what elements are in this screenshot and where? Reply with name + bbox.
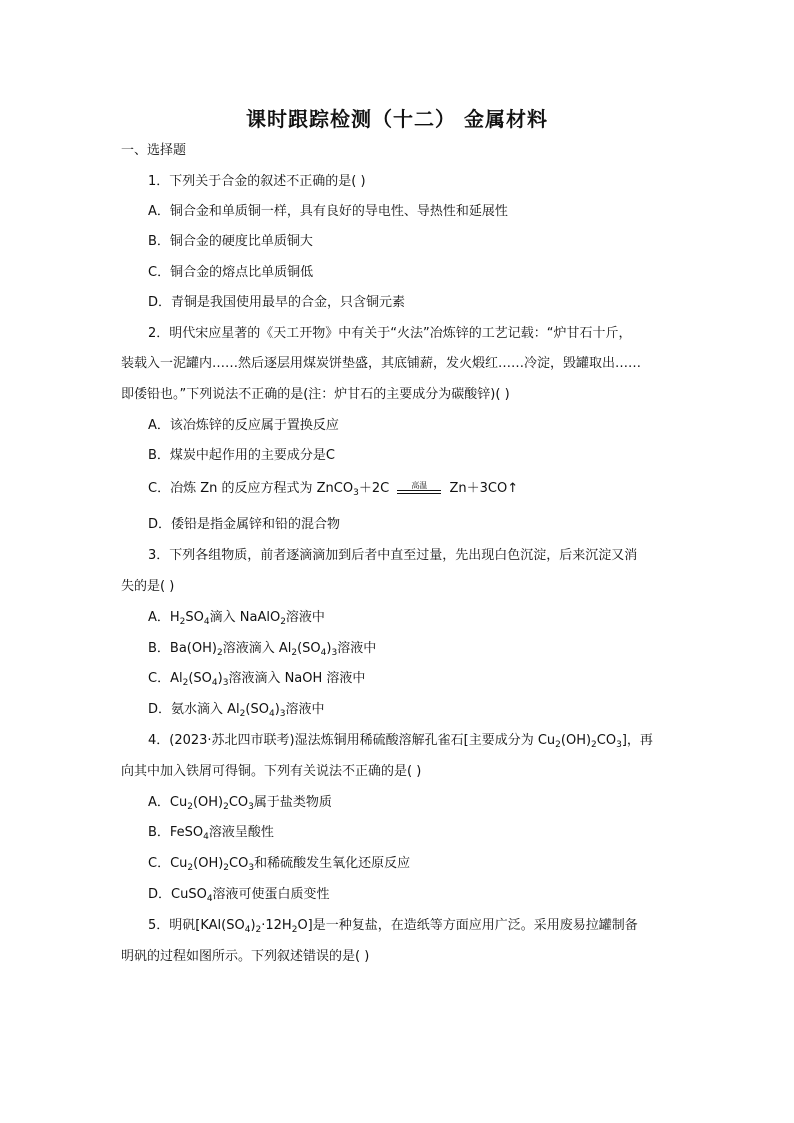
question-4-option-b: B．FeSO$_4$溶液呈酸性 [148,825,274,842]
question-2-option-b: B．煤炭中起作用的主要成分是C [148,448,335,463]
reaction-condition-arrow [397,482,441,496]
question-5-stem-line-1: 5．明矾$[KAl(SO_4)_2\cdot 12H_2O]$是一种复盐，在造纸等方面应用广泛。采用废易拉罐制备 [148,918,638,935]
question-2-option-c: C．冶炼 Zn 的反应方程式为 ZnCO$_3$＋2C 高温 Zn＋3CO↑ [148,480,518,498]
question-3-option-d: D．氨水滴入 $Al_2(SO_4)_3$溶液中 [148,702,325,719]
question-3-option-a: A．$H_2SO_4$滴入 NaAlO$_2$溶液中 [148,610,325,627]
question-2-option-a: A．该冶炼锌的反应属于置换反应 [148,418,339,433]
question-4-stem-line-1: 4．(2023·苏北四市联考)湿法炼铜用稀硫酸溶解孔雀石[主要成分为 $Cu_2(OH)_2CO_3$]，再 [148,733,653,750]
question-2-stem-line-1: 2．明代宋应星著的《天工开物》中有关于“火法”冶炼锌的工艺记载：“炉甘石十斤， [148,326,632,341]
question-4-option-d: D．CuSO$_4$溶液可使蛋白质变性 [148,887,330,904]
question-3-option-b: B．$Ba(OH)_2$溶液滴入 $Al_2(SO_4)_3$溶液中 [148,641,377,658]
question-2-option-d: D．倭铅是指金属锌和铅的混合物 [148,517,341,532]
question-2-stem-line-3: 即倭铅也。”下列说法不正确的是(注：炉甘石的主要成分为碳酸锌)( ) [121,387,510,402]
question-1-stem: 1．下列关于合金的叙述不正确的是( ) [148,174,366,189]
question-2-stem-line-2: 装载入一泥罐内……然后逐层用煤炭饼垫盛，其底铺薪，发火煅红……冷淀，毁罐取出…… [121,356,642,371]
question-3-option-c: C．$Al_2(SO_4)_3$溶液滴入 NaOH 溶液中 [148,671,366,688]
question-1-option-c: C．铜合金的熔点比单质铜低 [148,265,314,280]
question-1-option-b: B．铜合金的硬度比单质铜大 [148,234,313,249]
question-3-stem-line-1: 3．下列各组物质，前者逐滴滴加到后者中直至过量，先出现白色沉淀，后来沉淀又消 [148,548,638,563]
question-4-option-a: A．$Cu_2(OH)_2CO_3$属于盐类物质 [148,795,332,812]
question-1-option-d: D．青铜是我国使用最早的合金，只含铜元素 [148,295,406,310]
question-1-option-a: A．铜合金和单质铜一样，具有良好的导电性、导热性和延展性 [148,204,508,219]
section-heading: 一、选择题 [121,143,187,158]
question-5-stem-line-2: 明矾的过程如图所示。下列叙述错误的是( ) [121,949,370,964]
question-3-stem-line-2: 失的是( ) [121,579,175,594]
question-4-stem-line-2: 向其中加入铁屑可得铜。下列有关说法不正确的是( ) [121,764,422,779]
reaction-condition-label: 高温 [411,480,428,490]
page-title: 课时跟踪检测（十二） 金属材料 [246,107,548,131]
gas-up-arrow-icon: ↑ [507,481,519,496]
question-4-option-c: C．$Cu_2(OH)_2CO_3$和稀硫酸发生氧化还原反应 [148,856,411,873]
